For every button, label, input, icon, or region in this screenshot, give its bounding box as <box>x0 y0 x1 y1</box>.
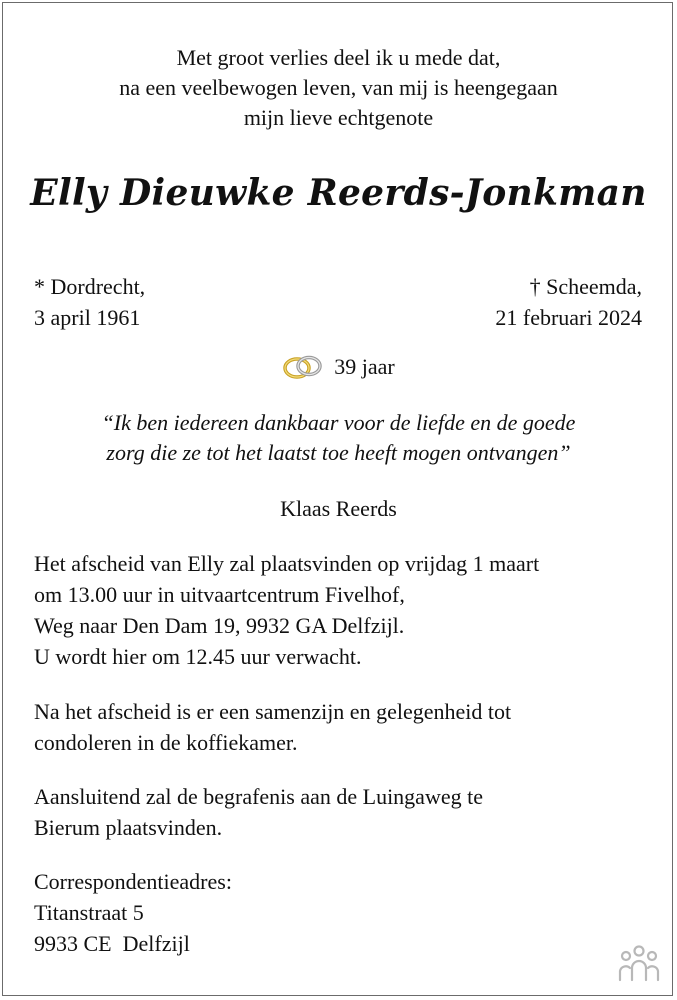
birth-date: 3 april 1961 <box>34 305 141 330</box>
birth-info <box>34 271 145 333</box>
people-group-logo-icon <box>616 944 662 984</box>
paragraph-line: condoleren in de koffiekamer. <box>34 730 298 755</box>
deceased-name: Elly Dieuwke Reerds-Jonkman <box>30 172 647 214</box>
farewell-paragraph <box>34 548 654 672</box>
intro-line: Met groot verlies deel ik u mede dat, <box>176 45 501 70</box>
paragraph-line: Het afscheid van Elly zal plaatsvinden op vrijdag 1 maart <box>34 551 540 576</box>
marriage-duration <box>0 352 677 382</box>
paragraph-line: Weg naar Den Dam 19, 9932 GA Delfzijl. <box>34 613 405 638</box>
paragraph-line: Na het afscheid is er een samenzijn en gelegenheid tot <box>34 699 512 724</box>
address-line: 9933 CE Delfzijl <box>34 931 190 956</box>
paragraph-line: Bierum plaatsvinden. <box>34 815 223 840</box>
quote-line: “Ik ben iedereen dankbaar voor de liefde en de goede <box>101 410 576 435</box>
paragraph-line: om 13.00 uur in uitvaartcentrum Fivelhof, <box>34 582 405 607</box>
paragraph-line: U wordt hier om 12.45 uur verwacht. <box>34 644 362 669</box>
death-date: 21 februari 2024 <box>495 305 642 330</box>
quote-line: zorg die ze tot het laatst toe heeft mogen ontvangen” <box>106 440 571 465</box>
intro-line: na een veelbewogen leven, van mij is heengegaan <box>119 75 558 100</box>
wedding-rings-icon <box>282 354 324 380</box>
gathering-paragraph <box>34 696 654 758</box>
death-place: † Scheemda, <box>529 274 642 299</box>
death-info <box>495 271 642 333</box>
marriage-years: 39 jaar <box>334 354 395 379</box>
paragraph-line: Aansluitend zal de begrafenis aan de Luingaweg te <box>34 784 483 809</box>
address-line: Titanstraat 5 <box>34 900 144 925</box>
intro-line: mijn lieve echtgenote <box>243 105 434 130</box>
birth-place: * Dordrecht, <box>34 274 146 299</box>
intro-text <box>0 43 677 133</box>
quote <box>0 408 677 468</box>
burial-paragraph <box>34 781 654 843</box>
correspondence-address <box>34 866 654 959</box>
signer-name: Klaas Reerds <box>280 496 397 521</box>
address-line: Correspondentieadres: <box>34 869 232 894</box>
